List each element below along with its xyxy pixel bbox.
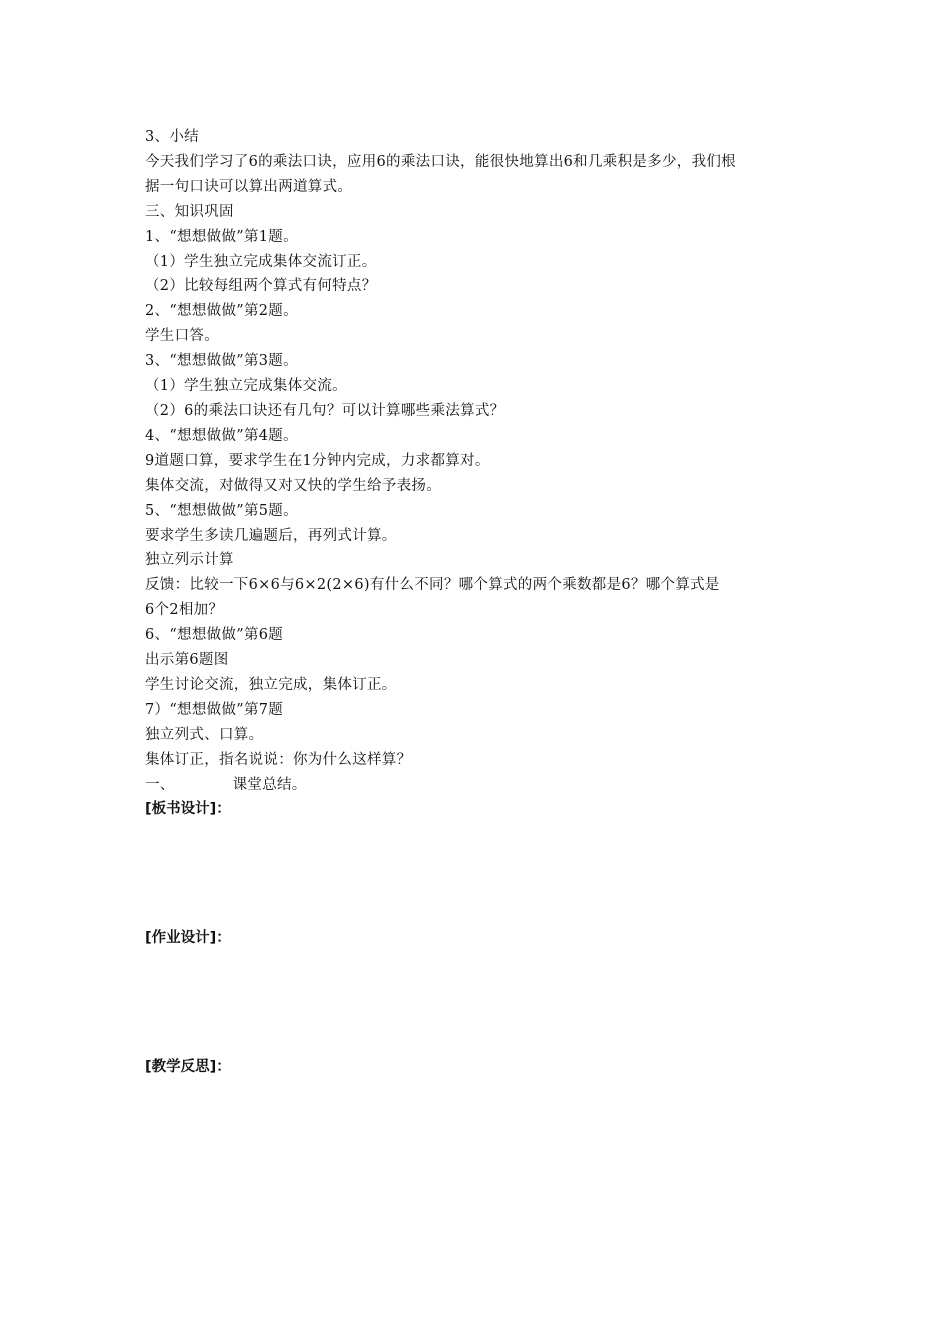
- exercise-5-note-1: 要求学生多读几遍题后，再列式计算。: [145, 527, 397, 544]
- exercise-5-feedback-line-2: 6个2相加？: [145, 602, 224, 619]
- exercise-4-note-2: 集体交流，对做得又对又快的学生给予表扬。: [145, 477, 441, 494]
- section-knowledge-consolidation-title: 三、知识巩固: [145, 203, 234, 220]
- exercise-7-note-1: 独立列式、口算。: [145, 726, 264, 743]
- exercise-5-title: 5、“想想做做”第5题。: [145, 502, 298, 519]
- exercise-6-note-2: 学生讨论交流，独立完成，集体订正。: [145, 676, 397, 693]
- summary-paragraph-line-2: 据一句口诀可以算出两道算式。: [145, 178, 353, 195]
- class-summary-line: [145, 773, 815, 798]
- class-summary-number: 一、: [145, 776, 175, 793]
- homework-design-heading: [作业设计]：: [145, 930, 231, 947]
- summary-paragraph-line-1: 今天我们学习了6的乘法口诀，应用6的乘法口诀，能很快地算出6和几乘积是多少，我们根: [145, 153, 736, 170]
- exercise-5-note-2: 独立列示计算: [145, 552, 234, 569]
- exercise-1-step-1: （1）学生独立完成集体交流订正。: [145, 253, 377, 270]
- class-summary-text: 课堂总结。: [232, 776, 307, 793]
- exercise-2-title: 2、“想想做做”第2题。: [145, 303, 298, 320]
- exercise-4-title: 4、“想想做做”第4题。: [145, 427, 298, 444]
- exercise-3-step-1: （1）学生独立完成集体交流。: [145, 378, 347, 395]
- teaching-reflection-heading: [教学反思]：: [145, 1059, 231, 1076]
- exercise-6-title: 6、“想想做做”第6题: [145, 627, 284, 644]
- board-design-blank-area: [145, 822, 815, 926]
- exercise-1-title: 1、“想想做做”第1题。: [145, 228, 298, 245]
- section-summary-title: 3、小结: [145, 129, 199, 145]
- homework-design-blank-area: [145, 951, 815, 1055]
- exercise-1-step-2: （2）比较每组两个算式有何特点？: [145, 278, 377, 295]
- exercise-7-title: 7）“想想做做”第7题: [145, 701, 284, 718]
- exercise-6-note-1: 出示第6题图: [145, 652, 229, 669]
- exercise-3-title: 3、“想想做做”第3题。: [145, 353, 298, 370]
- exercise-2-note: 学生口答。: [145, 328, 219, 345]
- exercise-4-note-1: 9道题口算，要求学生在1分钟内完成，力求都算对。: [145, 452, 490, 469]
- exercise-5-feedback-line-1: 反馈：比较一下6×6与6×2(2×6)有什么不同？哪个算式的两个乘数都是6？哪个算式是: [145, 577, 720, 594]
- board-design-heading: [板书设计]：: [145, 801, 231, 818]
- exercise-7-note-2: 集体订正，指名说说：你为什么这样算？: [145, 751, 412, 768]
- exercise-3-step-2: （2）6的乘法口诀还有几句？可以计算哪些乘法算式？: [145, 402, 505, 419]
- document-content: [145, 125, 815, 1080]
